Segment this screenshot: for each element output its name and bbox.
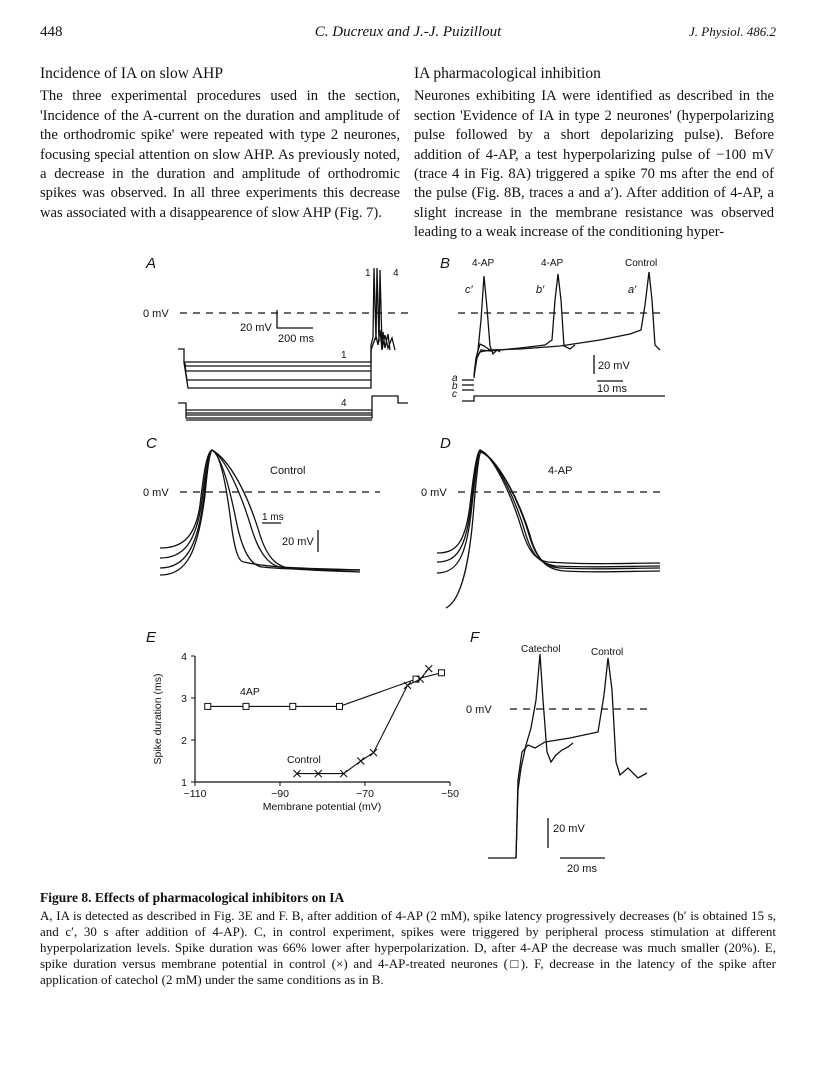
y-tick-label: 4 xyxy=(181,651,187,663)
panel-e-axes xyxy=(195,656,450,782)
y-tick-label: 1 xyxy=(181,777,187,789)
running-head-journal: J. Physiol. 486.2 xyxy=(688,24,776,39)
panel-c-letter: C xyxy=(146,435,157,452)
data-point-square xyxy=(337,703,343,709)
panel-c-zero-label: 0 mV xyxy=(143,487,169,499)
y-tick-label: 3 xyxy=(181,693,187,705)
data-point-cross xyxy=(404,682,411,689)
panel-a-spikes xyxy=(371,268,395,350)
caption-title: Figure 8. Effects of pharmacological inhibitors on IA xyxy=(40,890,345,905)
data-point-cross xyxy=(357,758,364,765)
panel-c-scale-t-label: 1 ms xyxy=(262,512,284,523)
x-tick-label: −110 xyxy=(183,788,207,800)
panel-d-label: 4-AP xyxy=(548,465,573,477)
panel-a-trace-bottom-label: 4 xyxy=(341,398,347,409)
panel-b-side-label-c: c xyxy=(452,389,457,400)
section-body-slow-ahp: The three experimental procedures used in the section, 'Incidence of the A-current on the duration and amplitude of the orthodromic spike' were repeated with type 2 neurones, focusing special attention on slow AHP. As previously noted, a decrease in the duration and amplitude of orthodromic spikes was observed. In all three experiments this decrease was associated with a disappearence of slow AHP (Fig. 7). xyxy=(40,88,400,221)
panel-e-ticks xyxy=(181,651,459,800)
panel-e-x-label: Membrane potential (mV) xyxy=(262,801,382,813)
panel-e-chart xyxy=(146,629,459,813)
panel-c-trace xyxy=(160,450,360,570)
panel-b-side-label-a: a xyxy=(452,373,458,384)
panel-b-top-label-b: 4-AP xyxy=(541,258,564,269)
panel-c-trace xyxy=(160,450,360,570)
panel-b-letter: B xyxy=(440,255,451,272)
panel-b-spike-label-b: b′ xyxy=(536,284,545,296)
panel-b-side-label-b: b xyxy=(452,381,458,392)
panel-c-trace xyxy=(160,450,360,575)
panel-e-letter: E xyxy=(146,629,157,646)
panel-b-scale-t-label: 10 ms xyxy=(597,383,627,395)
panel-e-series xyxy=(205,665,445,777)
panel-b-top-label-control: Control xyxy=(625,258,658,269)
data-point-cross xyxy=(425,665,432,672)
panel-b-command xyxy=(462,396,665,401)
panel-e-series-label-4ap: 4AP xyxy=(240,686,260,698)
panel-d-letter: D xyxy=(440,435,451,452)
figure-caption xyxy=(40,890,776,988)
x-tick-label: −50 xyxy=(441,788,459,800)
panel-f-label-catechol: Catechol xyxy=(521,644,561,655)
x-tick-label: −90 xyxy=(271,788,289,800)
panel-d-zero-label: 0 mV xyxy=(421,487,447,499)
page-number: 448 xyxy=(40,24,63,40)
running-head-authors: C. Ducreux and J.-J. Puizillout xyxy=(314,24,502,40)
panel-c-label: Control xyxy=(270,465,306,477)
panel-f-scale-v-label: 20 mV xyxy=(553,823,585,835)
caption-text: A, IA is detected as described in Fig. 3E and F. B, after addition of 4-AP (2 mM), spike latency progressively decreases (b′ is obtained 15 s, and c′, 30 s after addition of 4-AP). C, in control experiment, spikes were triggered by peripheral process stimulation at different hyperpolarization levels. Spike duration was 66% lower after hyperpolarization. D, after 4-AP the decrease was much smaller (20%). E, spike duration versus membrane potential in control (×) and 4-AP-treated neurones (□). F, decrease in the latency of the spike after application of catechol (2 mM) under the same conditions as in B. xyxy=(40,908,776,987)
panel-b-top-label-c: 4-AP xyxy=(472,258,495,269)
panel-f-zero-label: 0 mV xyxy=(466,704,492,716)
panel-a-trace-top-label: 1 xyxy=(341,350,347,361)
panel-a-scale-t-label: 200 ms xyxy=(278,333,315,345)
panel-b-trace-c xyxy=(474,276,500,378)
panel-a-scale-bar xyxy=(277,310,313,328)
panel-b-trace-b xyxy=(474,274,575,376)
panel-a-zero-label: 0 mV xyxy=(143,308,169,320)
panel-f-letter: F xyxy=(470,629,480,646)
panel-e-y-label: Spike duration (ms) xyxy=(152,673,164,765)
panel-e-series-label-control: Control xyxy=(287,754,321,766)
panel-b-spike-label-a: a′ xyxy=(628,284,637,296)
panel-b-scale-v-label: 20 mV xyxy=(598,360,630,372)
panel-c-trace xyxy=(160,450,360,570)
data-point-square xyxy=(243,703,249,709)
panel-c-scale-v-label: 20 mV xyxy=(282,536,314,548)
data-point-square xyxy=(439,670,445,676)
panel-f-scale-t-label: 20 ms xyxy=(567,863,597,875)
panel-a-trace-label-4: 4 xyxy=(393,268,399,279)
x-tick-label: −70 xyxy=(356,788,374,800)
panel-a-scale-v-label: 20 mV xyxy=(240,322,272,334)
section-heading-inhibition: IA pharmacological inhibition xyxy=(414,65,601,82)
y-tick-label: 2 xyxy=(181,735,187,747)
panel-a-letter: A xyxy=(146,255,157,272)
section-body-inhibition: Neurones exhibiting IA were identified as described in the section 'Evidence of IA in type 2 neurones' (hyperpolarizing pulse followed by a short depolarizing pulse). Before addition of 4-AP, a test hyperpolarizing pulse of −100 mV (trace 4 in Fig. 8A) triggered a spike 70 ms after the end of the pulse (Fig. 8B, traces a and a′). After addition of 4-AP, a slight increase in the membrane resistance was observed leading to a weak increase of the conditioning hyper- xyxy=(414,88,774,241)
section-heading-slow-ahp: Incidence of IA on slow AHP xyxy=(40,65,223,82)
data-point-square xyxy=(290,703,296,709)
data-point-cross xyxy=(370,749,377,756)
panel-f-label-control: Control xyxy=(591,647,624,658)
data-point-square xyxy=(205,703,211,709)
panel-a-trace-label-1: 1 xyxy=(365,268,371,279)
panel-b-spike-label-c: c′ xyxy=(465,284,473,296)
